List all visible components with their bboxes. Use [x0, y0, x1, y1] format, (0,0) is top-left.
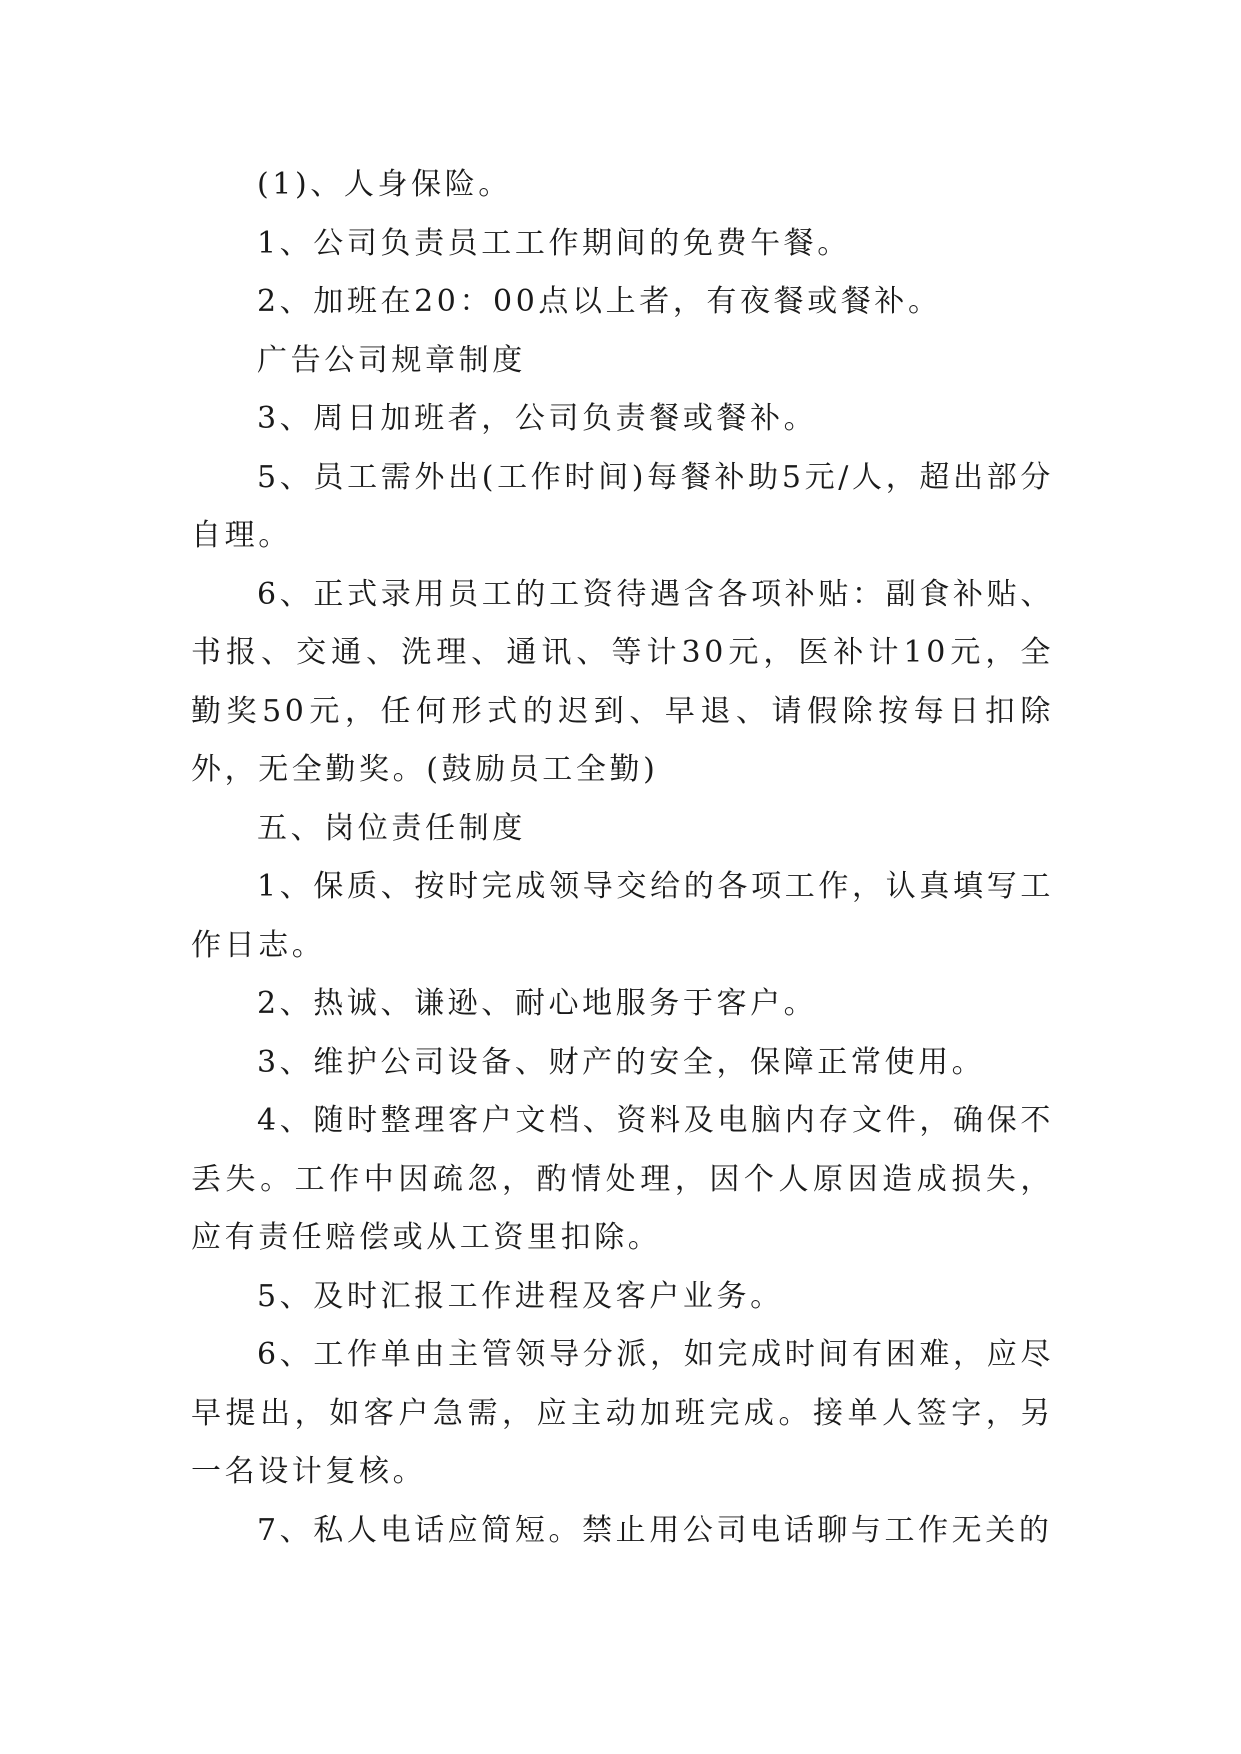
document-body	[191, 156, 1054, 1560]
paragraph-duty-5: 5、及时汇报工作进程及客户业务。	[257, 1278, 784, 1314]
paragraph-salary-benefits: 6、正式录用员工的工资待遇含各项补贴：副食补贴、书报、交通、洗理、通讯、等计30元，医补计10元，全勤奖50元，任何形式的迟到、早退、请假除按每日扣除外，无全勤奖。(鼓励员工全勤)	[191, 576, 1054, 787]
paragraph-duty-2: 2、热诚、谦逊、耐心地服务于客户。	[257, 986, 818, 1021]
paragraph-meal-allowance: 5、员工需外出(工作时间)每餐补助5元/人，超出部分自理。	[191, 459, 1054, 553]
paragraph-overtime-meal: 2、加班在20：00点以上者，有夜餐或餐补。	[257, 284, 942, 319]
paragraph-duty-4: 4、随时整理客户文档、资料及电脑内存文件，确保不丢失。工作中因疏忽，酌情处理，因个人原因造成损失，应有责任赔偿或从工资里扣除。	[191, 1103, 1054, 1255]
paragraph-duty-6: 6、工作单由主管领导分派，如完成时间有困难，应尽早提出，如客户急需，应主动加班完成。接单人签字，另一名设计复核。	[191, 1337, 1054, 1489]
paragraph-personal-insurance: (1)、人身保险。	[257, 167, 512, 202]
paragraph-free-lunch: 1、公司负责员工工作期间的免费午餐。	[257, 225, 851, 261]
paragraph-section-heading: 五、岗位责任制度	[257, 810, 526, 846]
paragraph-duty-3: 3、维护公司设备、财产的安全，保障正常使用。	[257, 1044, 986, 1080]
paragraph-sunday-overtime: 3、周日加班者，公司负责餐或餐补。	[257, 401, 818, 436]
paragraph-duty-1: 1、保质、按时完成领导交给的各项工作，认真填写工作日志。	[191, 869, 1054, 963]
paragraph-duty-7: 7、私人电话应简短。禁止用公司电话聊与工作无关的	[257, 1512, 1053, 1548]
paragraph-heading-rules: 广告公司规章制度	[257, 342, 526, 378]
